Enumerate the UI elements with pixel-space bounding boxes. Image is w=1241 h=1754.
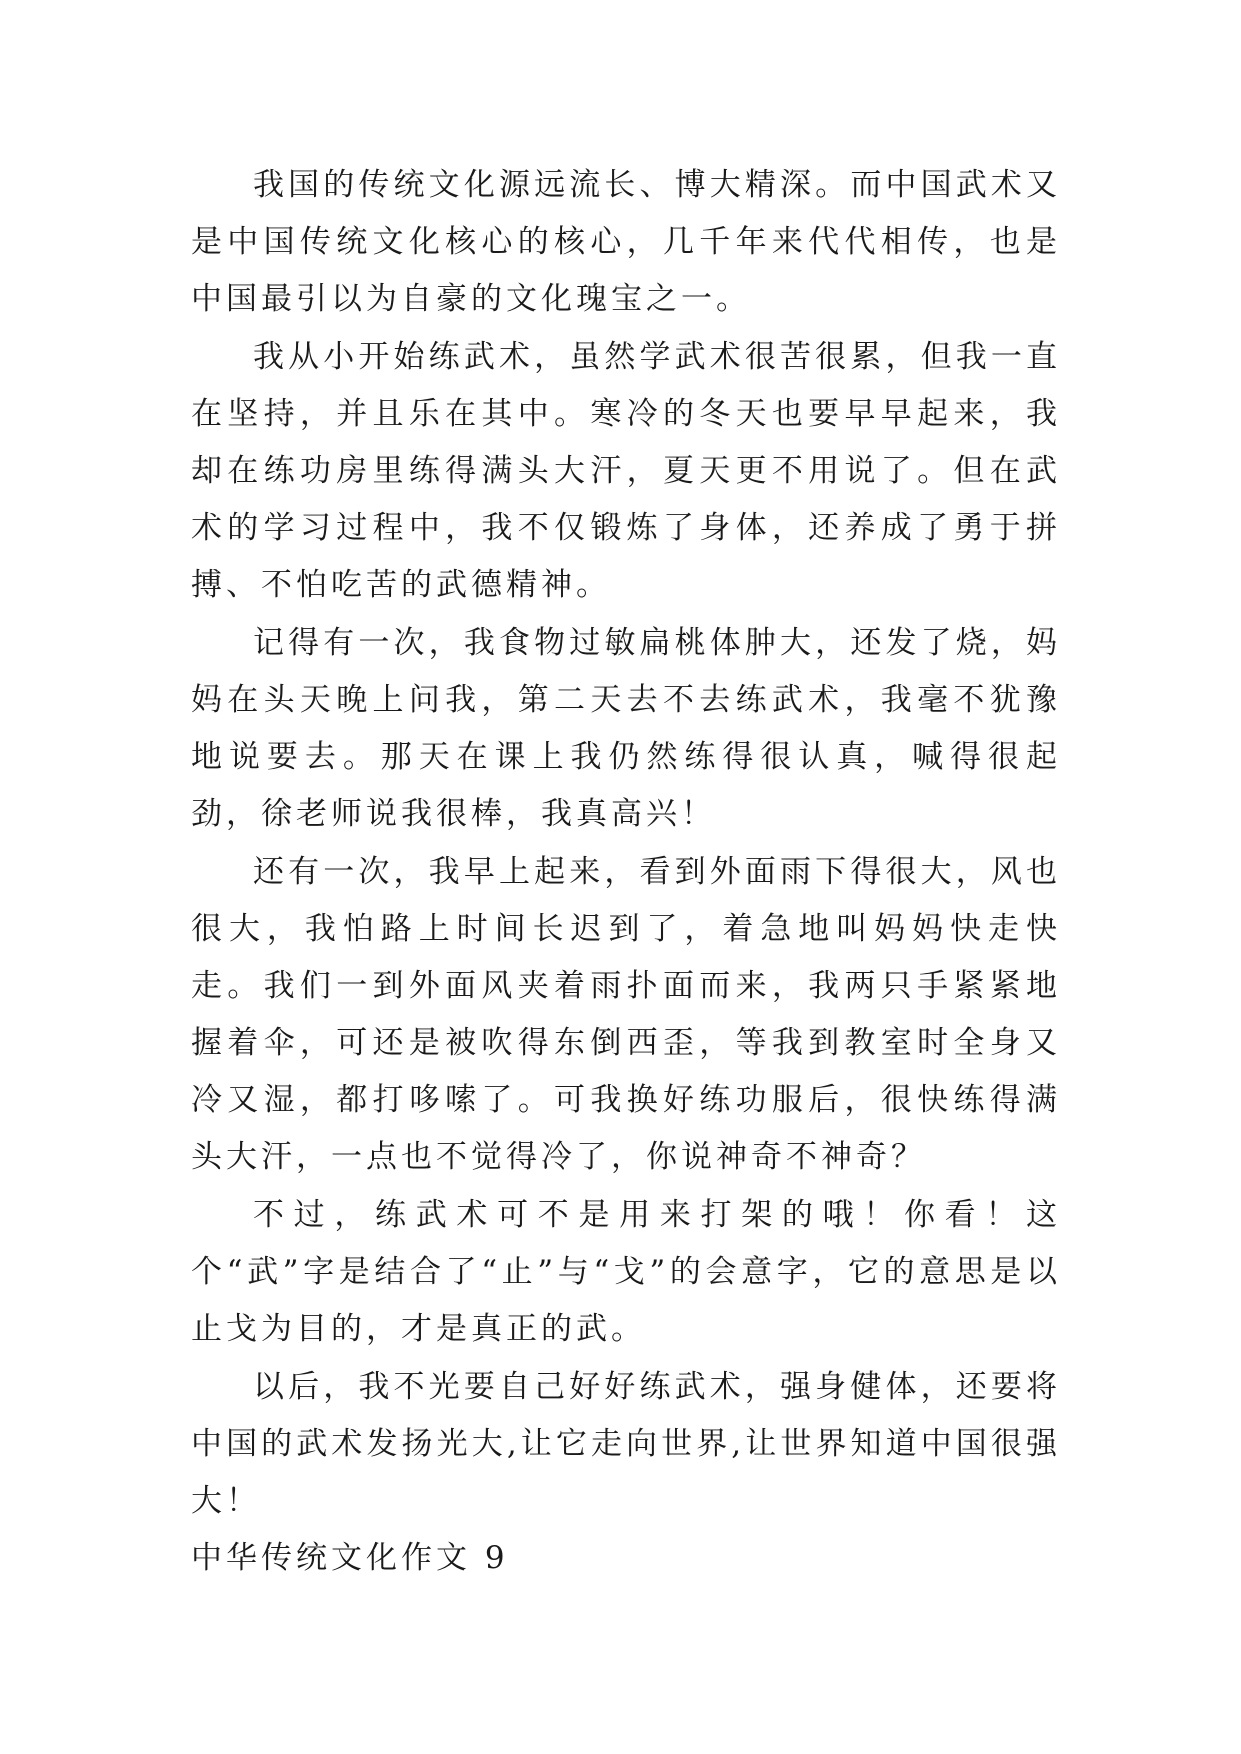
paragraph-4: 还有一次，我早上起来，看到外面雨下得很大，风也很大，我怕路上时间长迟到了，着急地叫妈妈快走快走。我们一到外面风夹着雨扑面而来，我两只手紧紧地握着伞，可还是被吹得东倒西歪，等我到教室时全身又冷又湿，都打哆嗦了。可我换好练功服后，很快练得满头大汗，一点也不觉得冷了，你说神奇不神奇？ xyxy=(191,854,1061,1175)
paragraph-6: 以后，我不光要自己好好练武术，强身健体，还要将中国的武术发扬光大,让它走向世界,让世界知道中国很强大！ xyxy=(191,1369,1061,1519)
paragraph-5: 不过，练武术可不是用来打架的哦！你看！这个“武”字是结合了“止”与“戈”的会意字，它的意思是以止戈为目的，才是真正的武。 xyxy=(191,1197,1061,1347)
next-article-heading: 中华传统文化作文 9 xyxy=(191,1540,509,1576)
paragraph-3: 记得有一次，我食物过敏扁桃体肿大，还发了烧，妈妈在头天晚上问我，第二天去不去练武术，我毫不犹豫地说要去。那天在课上我仍然练得很认真，喊得很起劲，徐老师说我很棒，我真高兴！ xyxy=(191,625,1061,832)
paragraph-1: 我国的传统文化源远流长、博大精深。而中国武术又是中国传统文化核心的核心，几千年来代代相传，也是中国最引以为自豪的文化瑰宝之一。 xyxy=(191,167,1061,317)
paragraph-2: 我从小开始练武术，虽然学武术很苦很累，但我一直在坚持，并且乐在其中。寒冷的冬天也要早早起来，我却在练功房里练得满头大汗，夏天更不用说了。但在武术的学习过程中，我不仅锻炼了身体，还养成了勇于拼搏、不怕吃苦的武德精神。 xyxy=(191,339,1061,603)
article-body xyxy=(191,157,1061,1587)
